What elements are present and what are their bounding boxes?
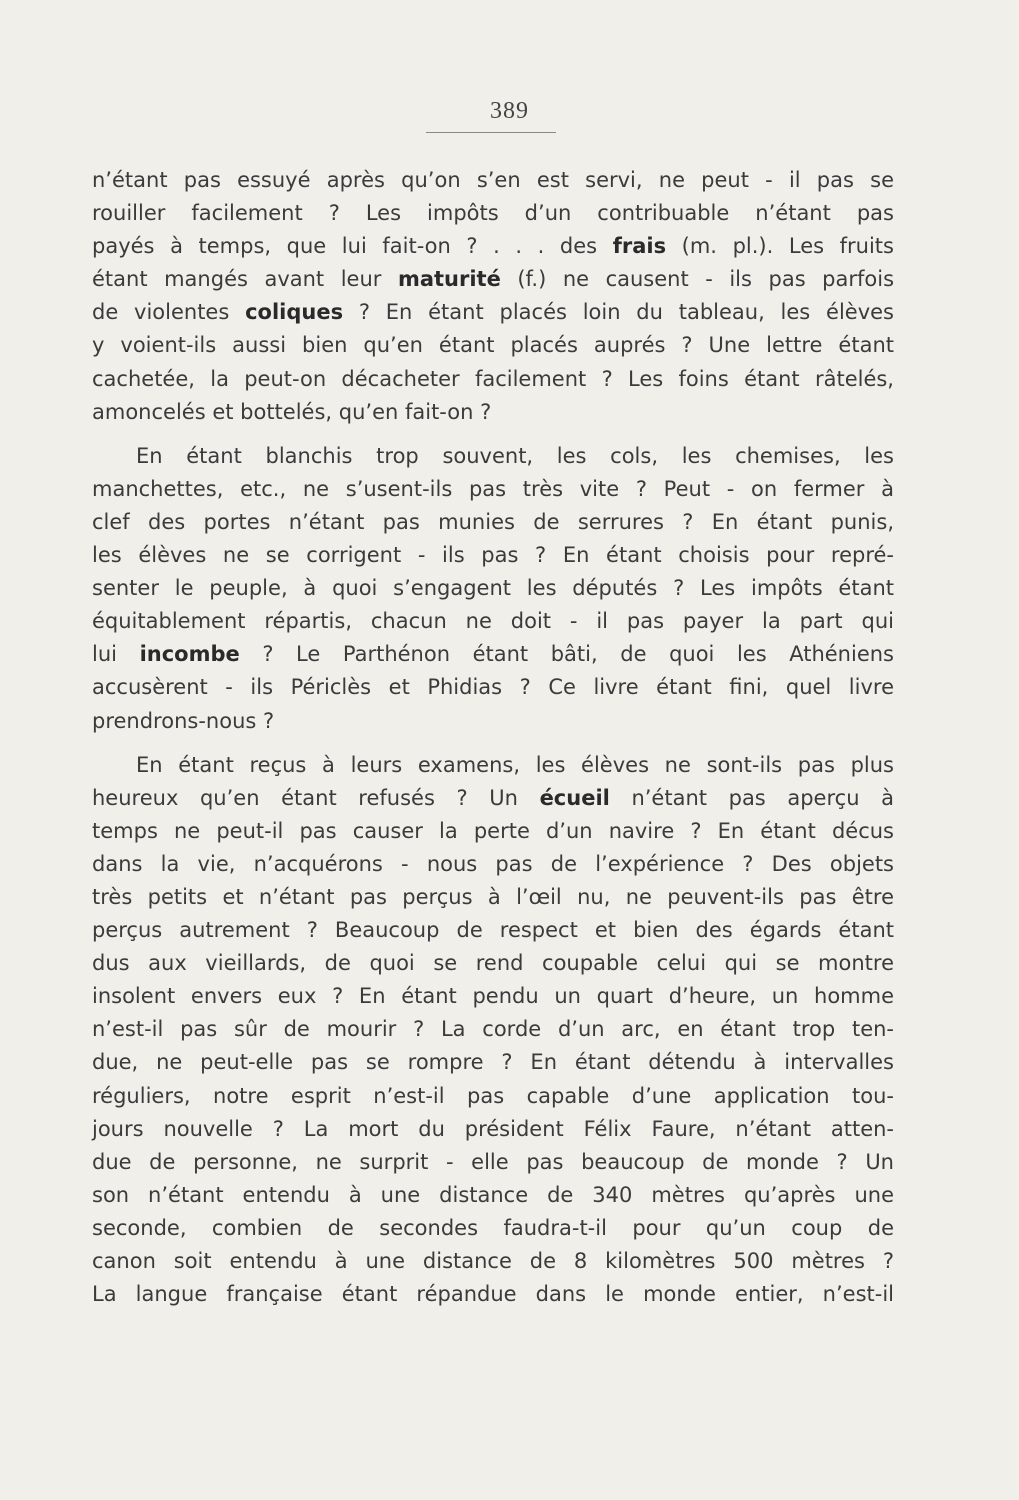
bold-term: coliques: [245, 300, 344, 325]
text-line: [92, 363, 894, 396]
text-run: rouiller facilement ? Les impôts d’un contribuable n’étant pas: [92, 201, 894, 226]
text-run: n’étant pas essuyé après qu’on s’en est servi, ne peut - il pas se: [92, 168, 894, 192]
bold-term: frais: [612, 234, 667, 259]
text-run: les élèves ne se corrigent - ils pas ? En étant choisis pour repré-: [92, 543, 894, 568]
text-run: (m. pl.). Les fruits: [666, 234, 894, 259]
text-run: son n’étant entendu à une distance de 340 mètres qu’après une: [92, 1182, 894, 1207]
text-run: due, ne peut-elle pas se rompre ? En étant détendu à intervalles: [92, 1050, 894, 1075]
text-run: dus aux vieillards, de quoi se rend coupable celui qui se montre: [92, 951, 894, 976]
text-run: n’est-il pas sûr de mourir ? La corde d’un arc, en étant trop ten-: [92, 1017, 894, 1042]
text-run: (f.) ne causent - ils pas parfois: [500, 267, 895, 292]
text-line: [92, 782, 894, 815]
text-run: dans la vie, n’acquérons - nous pas de l’expérience ? Des objets: [92, 851, 894, 876]
text-run: perçus autrement ? Beaucoup de respect et bien des égards étant: [92, 918, 894, 943]
text-run: clef des portes n’étant pas munies de serrures ? En étant punis,: [92, 509, 894, 534]
text-line: [92, 396, 894, 429]
text-run: très petits et n’étant pas perçus à l’œil nu, ne peuvent-ils pas être: [92, 884, 894, 909]
text-run: jours nouvelle ? La mort du président Félix Faure, n’étant atten-: [92, 1116, 894, 1141]
text-run: En étant reçus à leurs examens, les élèves ne sont-ils pas plus: [136, 752, 894, 777]
text-line: [92, 1146, 894, 1179]
text-run: payés à temps, que lui fait-on ? . . . des: [92, 234, 613, 259]
text-run: due de personne, ne surprit - elle pas beaucoup de monde ? Un: [92, 1149, 894, 1174]
text-run: La langue française étant répandue dans le monde entier, n’est-il: [92, 1282, 894, 1307]
text-run: manchettes, etc., ne s’usent-ils pas très vite ? Peut - on fermer à: [92, 476, 894, 501]
text-line: [92, 815, 894, 848]
text-run: amoncelés et bottelés, qu’en fait-on ?: [92, 399, 492, 424]
text-line: [92, 329, 894, 362]
text-run: de violentes: [92, 300, 246, 325]
text-line: [92, 473, 894, 506]
text-line: [92, 705, 894, 738]
text-run: ? Le Parthénon étant bâti, de quoi les Athéniens: [239, 642, 894, 667]
text-run: lui: [92, 642, 140, 667]
text-line: [92, 572, 894, 605]
text-run: équitablement répartis, chacun ne doit - il pas payer la part qui: [92, 609, 894, 634]
text-line: [92, 506, 894, 539]
text-run: heureux qu’en étant refusés ? Un: [92, 785, 540, 810]
text-line: [92, 848, 894, 881]
text-line: [92, 1179, 894, 1212]
paragraph: [92, 164, 894, 429]
body-text: [92, 164, 894, 1311]
text-run: prendrons-nous ?: [92, 708, 275, 733]
header-rule: [426, 132, 556, 133]
paragraph: [92, 749, 894, 1312]
text-run: étant mangés avant leur: [92, 267, 398, 292]
page-header: [0, 98, 1019, 125]
text-line: [92, 440, 894, 473]
text-run: temps ne peut-il pas causer la perte d’un navire ? En étant décus: [92, 818, 894, 843]
text-line: [92, 671, 894, 704]
text-run: senter le peuple, à quoi s’engagent les députés ? Les impôts étant: [92, 576, 894, 601]
text-line: [92, 605, 894, 638]
text-line: [92, 1046, 894, 1079]
text-run: canon soit entendu à une distance de 8 kilomètres 500 mètres ?: [92, 1249, 894, 1273]
bold-term: écueil: [539, 785, 610, 810]
text-line: [92, 1245, 894, 1278]
text-line: [92, 1080, 894, 1113]
text-run: y voient-ils aussi bien qu’en étant placés auprés ? Une lettre étant: [92, 333, 894, 358]
text-line: [92, 263, 894, 296]
text-line: [92, 1278, 894, 1311]
text-run: seconde, combien de secondes faudra-t-il pour qu’un coup de: [92, 1215, 894, 1240]
text-line: [92, 1212, 894, 1245]
text-run: réguliers, notre esprit n’est-il pas capable d’une application tou-: [92, 1083, 894, 1108]
text-line: [92, 197, 894, 230]
paragraph: [92, 440, 894, 738]
text-run: ? En étant placés loin du tableau, les élèves: [343, 300, 894, 325]
text-run: cachetée, la peut-on décacheter facilement ? Les foins étant râtelés,: [92, 366, 894, 391]
text-run: En étant blanchis trop souvent, les cols, les chemises, les: [136, 443, 894, 468]
text-line: [92, 539, 894, 572]
page-number: 389: [490, 98, 529, 124]
text-line: [92, 164, 894, 197]
bold-term: incombe: [139, 642, 240, 667]
text-line: [92, 230, 894, 263]
text-line: [92, 296, 894, 329]
text-line: [92, 1113, 894, 1146]
text-line: [92, 980, 894, 1013]
text-line: [92, 1013, 894, 1046]
text-run: insolent envers eux ? En étant pendu un quart d’heure, un homme: [92, 984, 894, 1009]
text-run: n’étant pas aperçu à: [609, 785, 894, 810]
text-line: [92, 638, 894, 671]
text-line: [92, 914, 894, 947]
text-line: [92, 947, 894, 980]
bold-term: maturité: [397, 267, 501, 292]
text-line: [92, 881, 894, 914]
text-run: accusèrent - ils Périclès et Phidias ? Ce livre étant fini, quel livre: [92, 675, 894, 700]
text-line: [92, 749, 894, 782]
